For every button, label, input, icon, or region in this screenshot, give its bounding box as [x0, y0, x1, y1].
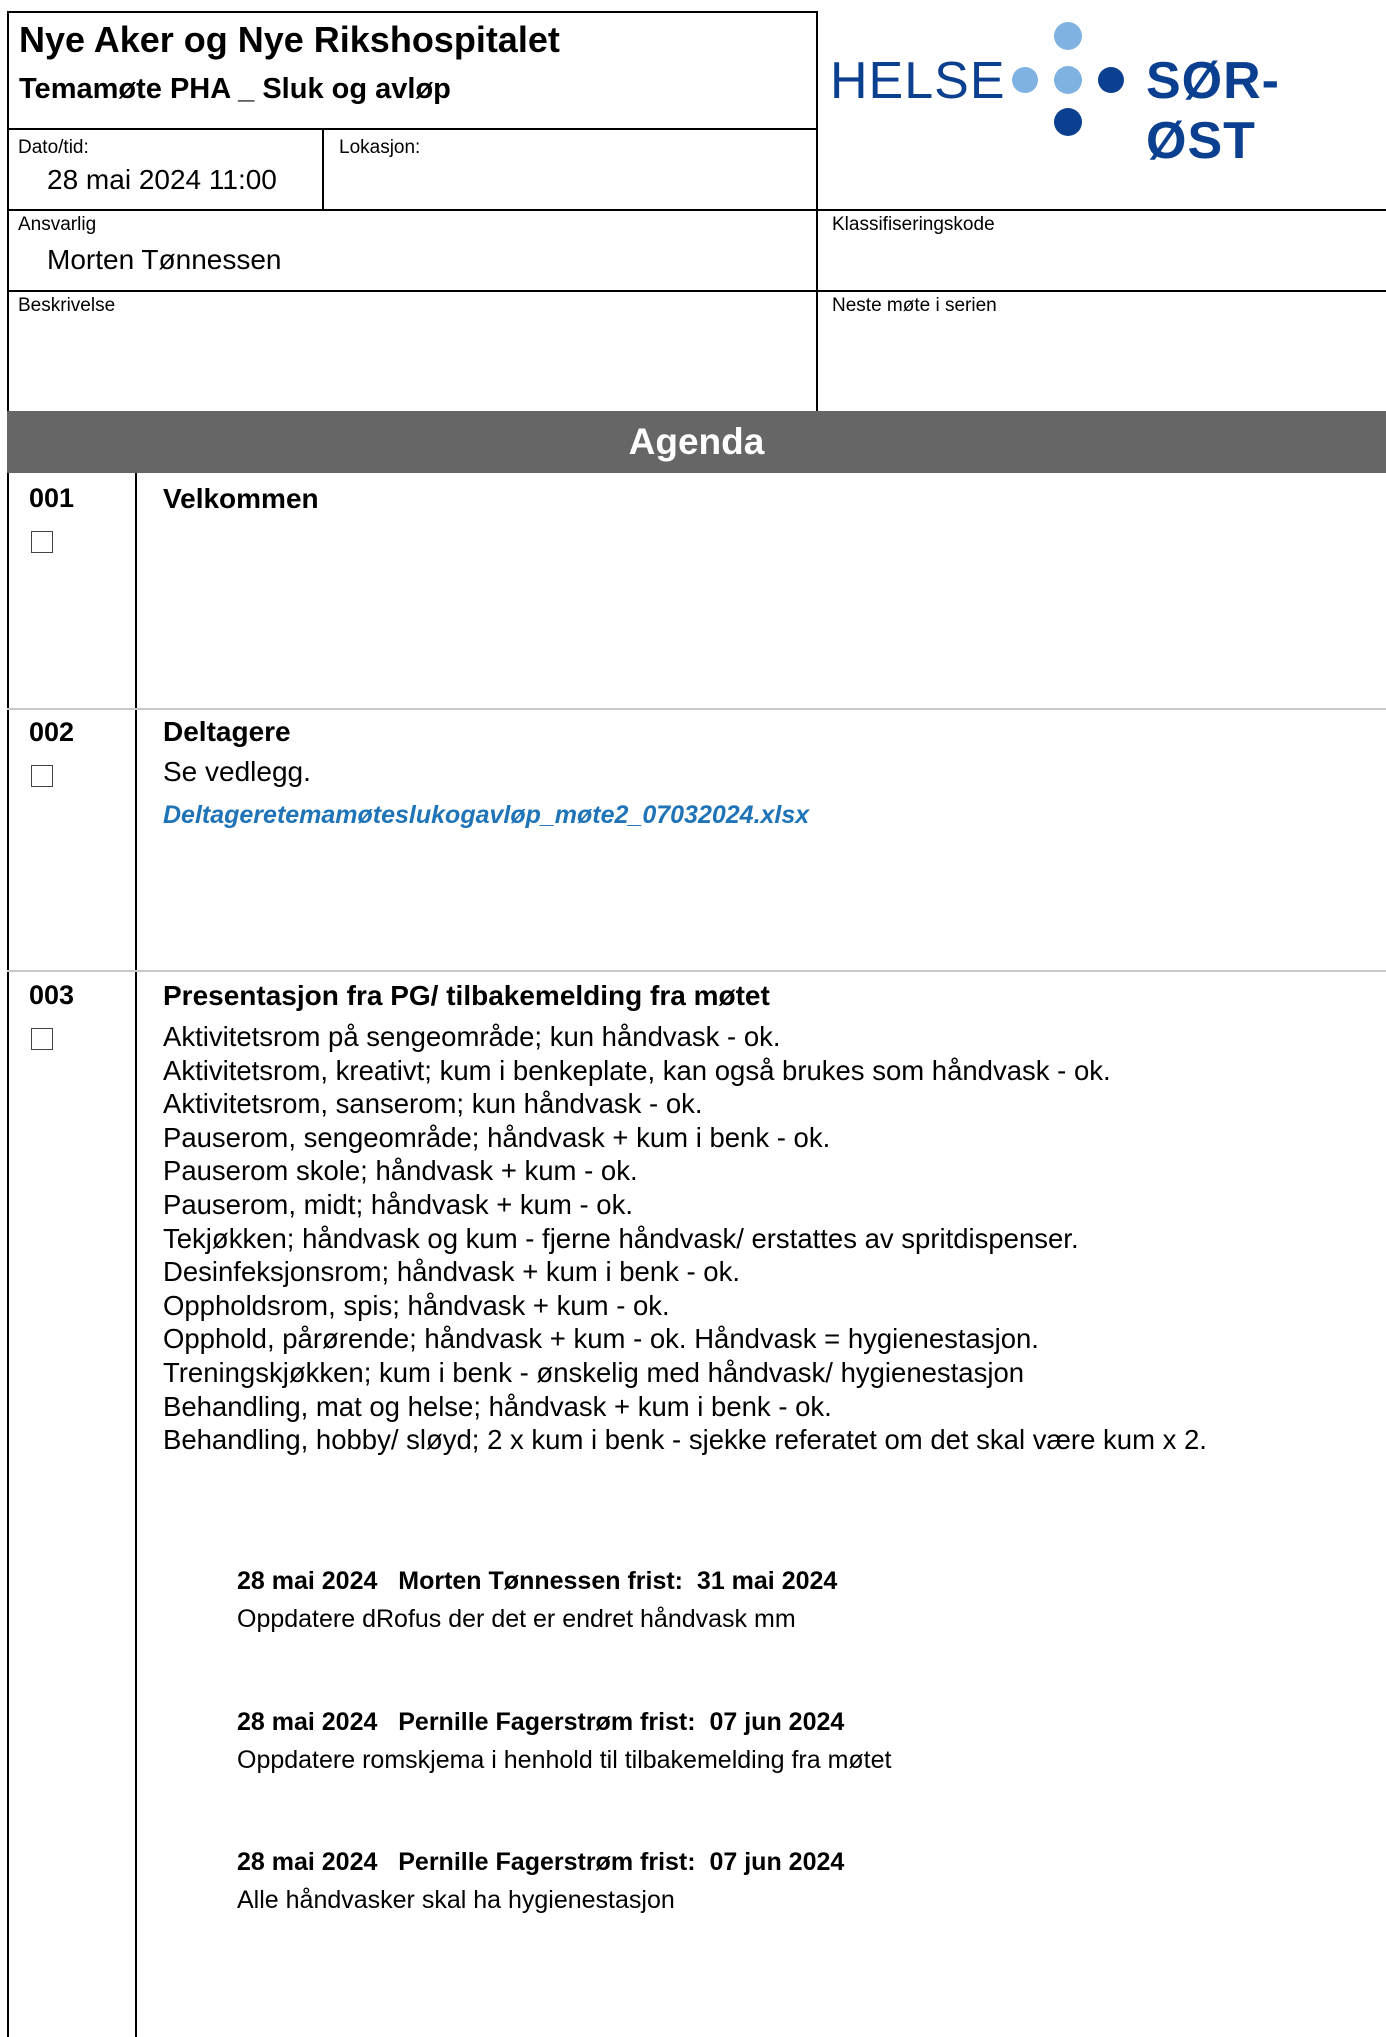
document-subtitle: Temamøte PHA _ Sluk og avløp [19, 73, 451, 105]
task-header [237, 1567, 837, 1596]
task-person: Morten Tønnessen [398, 1567, 621, 1595]
agenda-item-title: Presentasjon fra PG/ tilbakemelding fra møtet [163, 980, 770, 1011]
logo-dot-left [1012, 67, 1038, 93]
agenda-item-checkbox[interactable] [31, 531, 53, 553]
dato-label: Dato/tid: [18, 137, 89, 158]
logo-dot-bottom [1054, 108, 1082, 136]
attachment-link[interactable]: Deltageretemamøteslukogavløp_møte2_07032024.xlsx [163, 801, 810, 829]
agenda-line: Tekjøkken; håndvask og kum - fjerne håndvask/ erstattes av spritdispenser. [163, 1222, 1079, 1254]
agenda-line: Oppholdsrom, spis; håndvask + kum - ok. [163, 1289, 670, 1321]
left-border [7, 11, 9, 2037]
task-header [237, 1708, 844, 1737]
ansvarlig-label: Ansvarlig [18, 214, 97, 235]
task-person: Pernille Fagerstrøm [398, 1848, 634, 1876]
agenda-line: Behandling, mat og helse; håndvask + kum i benk - ok. [163, 1390, 832, 1422]
task-header [237, 1848, 844, 1877]
task-description: Oppdatere romskjema i henhold til tilbakemelding fra møtet [237, 1746, 892, 1774]
header-divider-vertical [816, 11, 818, 411]
dato-lokasjon-divider [322, 128, 324, 210]
agenda-line: Behandling, hobby/ sløyd; 2 x kum i benk - sjekke referatet om det skal være kum x 2. [163, 1424, 1207, 1456]
agenda-line: Opphold, pårørende; håndvask + kum - ok. Håndvask = hygienestasjon. [163, 1323, 1039, 1355]
task-description: Oppdatere dRofus der det er endret håndvask mm [237, 1605, 796, 1633]
agenda-item-title: Deltagere [163, 716, 291, 747]
logo-dot-center [1054, 66, 1082, 94]
logo-dot-right [1098, 67, 1124, 93]
task-frist-date: 07 jun 2024 [709, 1708, 845, 1736]
task-frist-label: frist: [627, 1567, 684, 1595]
lokasjon-label: Lokasjon: [339, 137, 421, 158]
agenda-heading: Agenda [7, 411, 1386, 473]
ansvarlig-value: Morten Tønnessen [47, 244, 282, 275]
agenda-item-checkbox[interactable] [31, 765, 53, 787]
neste-mote-label: Neste møte i serien [832, 295, 997, 316]
agenda-line: Aktivitetsrom, kreativt; kum i benkeplate, kan også brukes som håndvask - ok. [163, 1054, 1111, 1086]
logo-text-left: HELSE [830, 52, 1006, 110]
task-description: Alle håndvasker skal ha hygienestasjon [237, 1886, 675, 1914]
agenda-item-checkbox[interactable] [31, 1028, 53, 1050]
task-frist-label: frist: [640, 1848, 696, 1876]
agenda-line: Aktivitetsrom på sengeområde; kun håndvask - ok. [163, 1021, 781, 1052]
task-date: 28 mai 2024 [237, 1708, 378, 1736]
document-title: Nye Aker og Nye Rikshospitalet [19, 19, 560, 60]
logo-text-right: SØR-ØST [1146, 52, 1280, 170]
klassifisering-label: Klassifiseringskode [832, 214, 995, 235]
title-bottom-line [7, 128, 817, 130]
agenda-item-lines [163, 1020, 1207, 1457]
row-line-beskrivelse [7, 290, 1386, 292]
task-date: 28 mai 2024 [237, 1567, 378, 1595]
logo-dot-top [1054, 22, 1082, 50]
row-line-ansvarlig [7, 209, 1386, 211]
dato-value: 28 mai 2024 11:00 [47, 164, 277, 195]
agenda-line: Aktivitetsrom, sanserom; kun håndvask - ok. [163, 1088, 703, 1120]
agenda-row-separator-2 [7, 970, 1386, 972]
task-person: Pernille Fagerstrøm [398, 1708, 634, 1736]
agenda-line: Pauserom, midt; håndvask + kum - ok. [163, 1188, 633, 1220]
agenda-item-number: 003 [29, 980, 75, 1010]
agenda-line: Desinfeksjonsrom; håndvask + kum i benk - ok. [163, 1256, 740, 1288]
task-frist-label: frist: [640, 1708, 696, 1736]
agenda-item-title: Velkommen [163, 483, 319, 514]
agenda-item-text: Se vedlegg. [163, 756, 311, 787]
agenda-item-number: 002 [29, 717, 75, 747]
agenda-line: Pauserom, sengeområde; håndvask + kum i benk - ok. [163, 1121, 831, 1153]
agenda-line: Treningskjøkken; kum i benk - ønskelig med håndvask/ hygienestasjon [163, 1356, 1025, 1388]
agenda-item-number: 001 [29, 483, 75, 513]
task-date: 28 mai 2024 [237, 1848, 378, 1876]
task-frist-date: 31 mai 2024 [696, 1567, 838, 1595]
agenda-line: Pauserom skole; håndvask + kum - ok. [163, 1155, 638, 1187]
beskrivelse-label: Beskrivelse [18, 295, 116, 316]
top-border [7, 11, 817, 13]
agenda-row-separator-1 [7, 708, 1386, 710]
task-frist-date: 07 jun 2024 [709, 1848, 845, 1876]
